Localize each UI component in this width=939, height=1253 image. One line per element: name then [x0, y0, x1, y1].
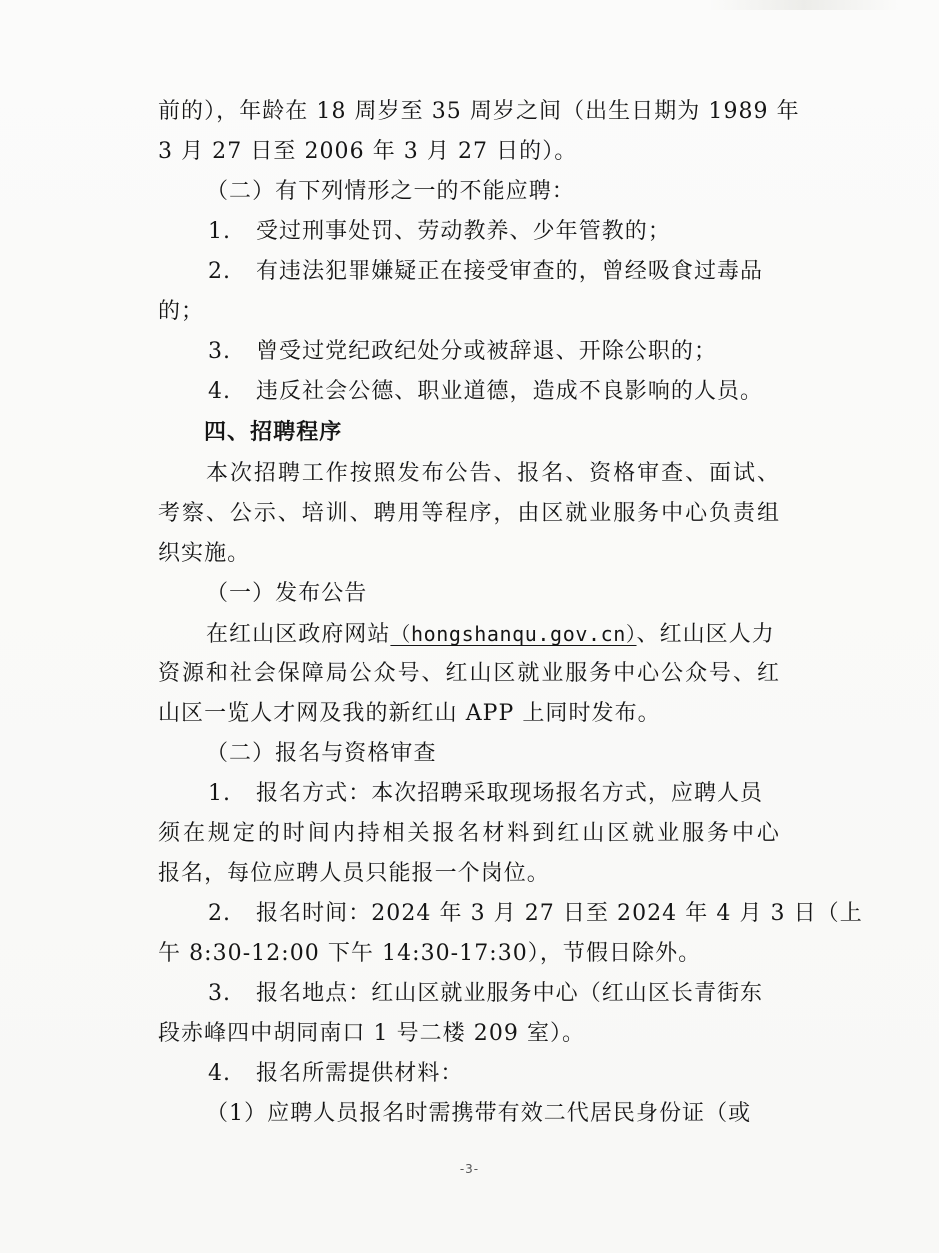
- list-number: 1.: [208, 219, 232, 244]
- list-text: 报名地点：红山区就业服务中心（红山区长青街东: [256, 981, 764, 1006]
- page-number: -3-: [459, 1162, 480, 1176]
- body-line: 前的），年龄在 18 周岁至 35 周岁之间（出生日期为 1989 年: [158, 99, 800, 124]
- subheading-disqualifications: （二）有下列情形之一的不能应聘：: [206, 179, 575, 204]
- body-line: 考察、公示、培训、聘用等程序，由区就业服务中心负责组: [158, 501, 780, 526]
- scan-shadow: [709, 0, 899, 10]
- list-number: 2.: [208, 259, 232, 284]
- list-text: 报名方式：本次招聘采取现场报名方式，应聘人员: [256, 781, 764, 806]
- list-item: [158, 1054, 780, 1094]
- body-text: 在红山区政府网站: [206, 622, 391, 647]
- list-item: [158, 774, 780, 814]
- document-body: [158, 92, 863, 1134]
- section-heading: 四、招聘程序: [204, 420, 343, 445]
- list-number: 3.: [208, 981, 232, 1006]
- body-line: 报名，每位应聘人员只能报一个岗位。: [158, 861, 550, 886]
- list-item: [158, 212, 780, 252]
- list-item: [158, 372, 780, 412]
- body-line: 织实施。: [158, 541, 251, 566]
- body-line: 3 月 27 日至 2006 年 3 月 27 日的）。: [158, 139, 578, 164]
- list-number: 4.: [208, 379, 232, 404]
- list-text: 曾受过党纪政纪处分或被辞退、开除公职的；: [256, 339, 718, 364]
- subheading-registration: （二）报名与资格审查: [206, 741, 437, 766]
- list-number: 4.: [208, 1061, 232, 1086]
- website-link[interactable]: （hongshanqu.gov.cn）: [390, 622, 637, 646]
- body-line: 午 8:30-12:00 下午 14:30-17:30），节假日除外。: [158, 941, 702, 966]
- list-number: 3.: [208, 339, 232, 364]
- list-text: 报名时间：2024 年 3 月 27 日至 2024 年 4 月 3 日（上: [256, 901, 863, 926]
- body-line: 段赤峰四中胡同南口 1 号二楼 209 室）。: [158, 1021, 586, 1046]
- body-text: 、红山区人力: [636, 622, 775, 647]
- list-item: [158, 974, 780, 1014]
- body-line: 本次招聘工作按照发布公告、报名、资格审查、面试、: [206, 461, 780, 486]
- body-line: 山区一览人才网及我的新红山 APP 上同时发布。: [158, 701, 661, 726]
- body-line: （1）应聘人员报名时需携带有效二代居民身份证（或: [206, 1101, 752, 1126]
- list-item: [158, 252, 780, 292]
- list-number: 1.: [208, 781, 232, 806]
- list-item: [158, 332, 780, 372]
- body-line: 资源和社会保障局公众号、红山区就业服务中心公众号、红: [158, 661, 780, 686]
- subheading-announcement: （一）发布公告: [206, 581, 368, 606]
- list-text: 有违法犯罪嫌疑正在接受审查的，曾经吸食过毒品: [256, 259, 764, 284]
- list-text: 受过刑事处罚、劳动教养、少年管教的；: [256, 219, 671, 244]
- body-line: 的；: [158, 299, 205, 324]
- body-line: 须在规定的时间内持相关报名材料到红山区就业服务中心: [158, 821, 780, 846]
- list-item: [158, 894, 863, 934]
- list-number: 2.: [208, 901, 232, 926]
- list-text: 违反社会公德、职业道德，造成不良影响的人员。: [256, 379, 764, 404]
- list-text: 报名所需提供材料：: [256, 1061, 464, 1086]
- body-line: [158, 614, 780, 654]
